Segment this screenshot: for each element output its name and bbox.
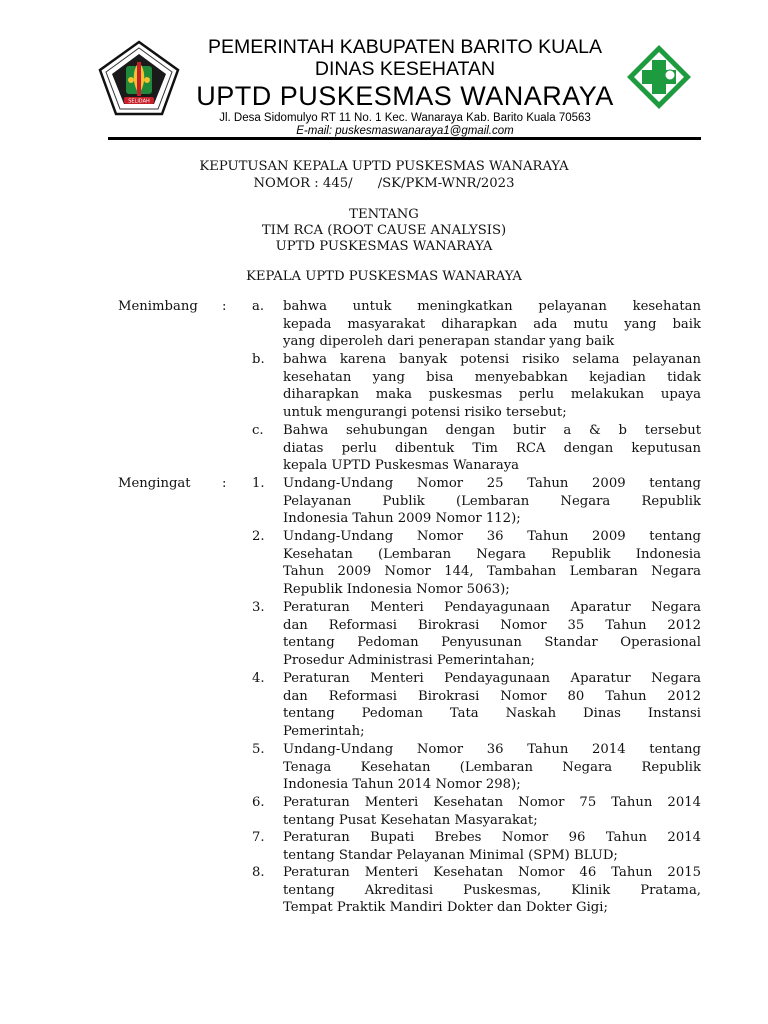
text-line: Undang-Undang Nomor 36 Tahun 2014 tentang — [283, 742, 701, 757]
letterhead — [0, 0, 768, 142]
department-name: DINAS KESEHATAN — [314, 58, 496, 80]
letterhead-divider — [108, 137, 701, 140]
text-line: Peraturan Menteri Pendayagunaan Aparatur Negara — [283, 671, 701, 686]
mengingat-item — [283, 864, 701, 917]
text-line: Peraturan Bupati Brebes Nomor 96 Tahun 2014 — [283, 830, 701, 845]
text-line: Peraturan Menteri Pendayagunaan Aparatur Negara — [283, 600, 701, 615]
letterhead-text — [180, 36, 630, 138]
mengingat-marker: 7. — [252, 830, 265, 845]
decree-title: KEPUTUSAN KEPALA UPTD PUSKESMAS WANARAYA — [199, 159, 569, 174]
text-line: bahwa untuk meningkatkan pelayanan kesehatan — [283, 299, 701, 314]
text-line: diharapkan maka puskesmas perlu melakukan upaya — [283, 387, 701, 403]
puskesmas-cross-icon — [623, 42, 695, 112]
menimbang-marker: c. — [252, 423, 264, 438]
text-line: kesehatan yang bisa menyebabkan kejadian tidak — [283, 369, 701, 385]
mengingat-item — [283, 829, 701, 864]
text-line: Undang-Undang Nomor 36 Tahun 2009 tentang — [283, 529, 701, 544]
text-line: tentang Pusat Kesehatan Masyarakat; — [283, 812, 538, 828]
text-line: Bahwa sehubungan dengan butir a & b tersebut — [283, 423, 701, 438]
text-line: Indonesia Tahun 2014 Nomor 298); — [283, 777, 521, 793]
text-line: Pemerintah; — [283, 723, 365, 739]
mengingat-item — [283, 670, 701, 740]
mengingat-item — [283, 599, 701, 669]
text-line: Undang-Undang Nomor 25 Tahun 2009 tentang — [283, 476, 701, 491]
text-line: Tenaga Kesehatan (Lembaran Negara Republik — [283, 759, 701, 775]
mengingat-marker: 6. — [252, 795, 265, 810]
mengingat-item — [283, 794, 701, 829]
tentang-heading: TENTANG — [349, 207, 419, 222]
regency-crest-icon — [98, 40, 180, 116]
mengingat-item — [283, 528, 701, 598]
text-line: tentang Akreditasi Puskesmas, Klinik Pratama, — [283, 882, 701, 898]
subject-line-2: UPTD PUSKESMAS WANARAYA — [275, 239, 493, 254]
mengingat-marker: 4. — [252, 671, 265, 686]
institution-name: UPTD PUSKESMAS WANARAYA — [196, 81, 614, 111]
text-line: bahwa karena banyak potensi risiko selama pelayanan — [283, 352, 701, 367]
text-line: tentang Pedoman Penyusunan Standar Operasional — [283, 635, 701, 651]
text-line: tentang Standar Pelayanan Minimal (SPM) BLUD; — [283, 847, 618, 863]
government-name: PEMERINTAH KABUPATEN BARITO KUALA — [207, 36, 603, 58]
text-line: Indonesia Tahun 2009 Nomor 112); — [283, 511, 521, 527]
text-line: Republik Indonesia Nomor 5063); — [283, 581, 510, 597]
mengingat-colon: : — [222, 476, 227, 491]
mengingat-marker: 8. — [252, 865, 265, 880]
mengingat-marker: 3. — [252, 600, 265, 615]
text-line: Kesehatan (Lembaran Negara Republik Indonesia — [283, 546, 701, 562]
mengingat-item — [283, 741, 701, 794]
crest-motto: SELIDAH — [128, 98, 150, 105]
mengingat-label: Mengingat — [118, 476, 191, 491]
text-line: yang diperoleh dari penerapan standar yang baik — [283, 334, 615, 350]
text-line: dan Reformasi Birokrasi Nomor 80 Tahun 2012 — [283, 688, 701, 704]
text-line: untuk mengurangi potensi risiko tersebut; — [283, 404, 567, 420]
menimbang-item — [283, 422, 701, 475]
menimbang-marker: a. — [252, 299, 265, 314]
mengingat-marker: 5. — [252, 742, 265, 757]
text-line: Pelayanan Publik (Lembaran Negara Republik — [283, 493, 701, 509]
mengingat-item — [283, 475, 701, 528]
menimbang-item — [283, 351, 701, 421]
institution-address: Jl. Desa Sidomulyo RT 11 No. 1 Kec. Wanaraya Kab. Barito Kuala 70563 — [219, 112, 591, 124]
menimbang-item — [283, 298, 701, 351]
text-line: kepala UPTD Puskesmas Wanaraya — [283, 458, 520, 474]
text-line: Prosedur Administrasi Pemerintahan; — [283, 652, 535, 668]
text-line: kepada masyarakat diharapkan ada mutu yang baik — [283, 316, 701, 332]
text-line: Tempat Praktik Mandiri Dokter dan Dokter Gigi; — [283, 900, 608, 916]
mengingat-marker: 2. — [252, 529, 265, 544]
menimbang-colon: : — [222, 299, 227, 314]
text-line: Peraturan Menteri Kesehatan Nomor 75 Tahun 2014 — [283, 795, 701, 810]
text-line: Tahun 2009 Nomor 144, Tambahan Lembaran Negara — [283, 564, 701, 580]
issuing-official: KEPALA UPTD PUSKESMAS WANARAYA — [246, 269, 522, 284]
text-line: Peraturan Menteri Kesehatan Nomor 46 Tahun 2015 — [283, 865, 701, 880]
text-line: diatas perlu dibentuk Tim RCA dengan keputusan — [283, 440, 701, 456]
institution-email: E-mail: puskesmaswanaraya1@gmail.com — [296, 125, 514, 137]
text-line: dan Reformasi Birokrasi Nomor 35 Tahun 2012 — [283, 617, 701, 633]
mengingat-marker: 1. — [252, 476, 265, 491]
menimbang-marker: b. — [252, 352, 265, 367]
subject-line-1: TIM RCA (ROOT CAUSE ANALYSIS) — [261, 223, 507, 238]
menimbang-label: Menimbang — [118, 299, 198, 314]
decree-number: NOMOR : 445/ /SK/PKM-WNR/2023 — [253, 176, 515, 191]
text-line: tentang Pedoman Tata Naskah Dinas Instansi — [283, 706, 701, 722]
